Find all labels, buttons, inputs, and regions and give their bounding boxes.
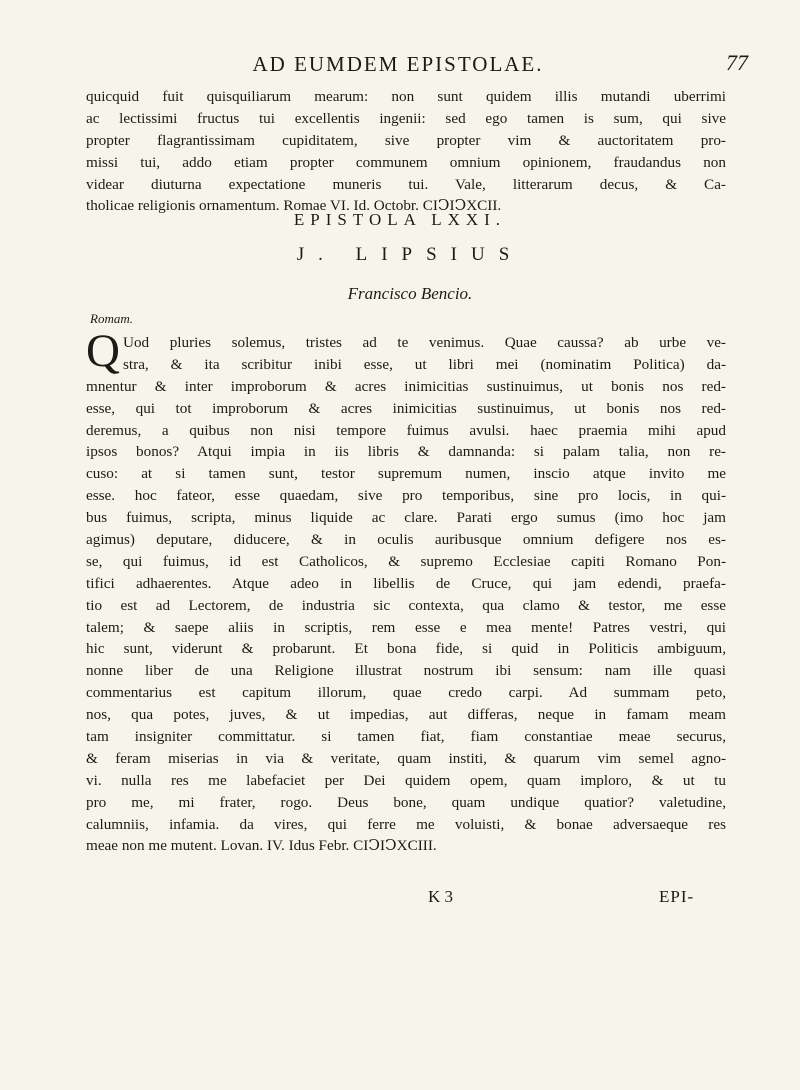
text-line: ipsos bonos? Atqui impia in iis libris & damnanda: si palam talia, non re-	[86, 443, 726, 461]
text-line: ac lectissimi fructus tui excellentis ingenii: sed ego tamen is sum, qui sive	[86, 109, 726, 127]
page-number: 77	[726, 50, 748, 75]
letter-destination: Romam.	[90, 311, 133, 326]
text-line: nonne liber de una Religione illustrat nostrum ibi sensum: nam ille quasi	[86, 662, 726, 680]
text-line: agimus) deputare, diducere, & in oculis auribusque omnium defigere nos es-	[86, 531, 726, 549]
text-line: Uod pluries solemus, tristes ad te venimus. Quae caussa? ab urbe ve-	[123, 334, 726, 351]
text-line: se, qui fuimus, id est Catholicos, & supremo Ecclesiae capiti Romano Pon-	[86, 552, 726, 570]
text-line: commentarius est capitum illorum, quae credo carpi. Ad summam peto,	[86, 684, 726, 702]
text-line: esse. hoc fateor, esse quaedam, sive pro temporibus, sine pro locis, in qui-	[86, 487, 726, 505]
previous-letter-ending	[86, 86, 726, 217]
text-line: tam insigniter committatur. si tamen fiat, fiam constantiae meae securus,	[86, 728, 726, 746]
letter-recipient: Francisco Bencio.	[347, 284, 473, 303]
text-line: & feram miserias in via & veritate, quam institi, & quarum vim semel agno-	[86, 749, 726, 767]
letter-body	[86, 332, 726, 857]
text-line: mnentur & inter improborum & acres inimicitias sustinuimus, ut bonis nos red-	[86, 377, 726, 395]
text-line: pro me, mi frater, rogo. Deus bone, quam undique quatior? valetudine,	[86, 793, 726, 811]
text-line: vi. nulla res me labefaciet per Dei quidem opem, quam imploro, & ut tu	[86, 771, 726, 789]
signature-mark: K 3	[428, 887, 454, 906]
letter-heading: EPISTOLA LXXI.	[293, 210, 507, 229]
text-line: nos, qua potes, juves, & ut impedias, aut differas, neque in famam meam	[86, 706, 726, 724]
text-line: tifici adhaerentes. Atque adeo in libellis de Cruce, qui jam edendi, praefa-	[86, 574, 726, 592]
running-head: AD EUMDEM EPISTOLAE.	[252, 52, 544, 76]
text-line: stra, & ita scribitur inibi esse, ut libri mei (nominatim Politica) da-	[123, 355, 726, 373]
text-line: propter flagrantissimam cupiditatem, sive propter vim & auctoritatem pro-	[86, 131, 726, 149]
text-line: deremus, a quibus non nisi tempore fuimus avulsi. haec praemia mihi apud	[86, 421, 726, 439]
drop-cap: Q	[86, 325, 120, 377]
text-line: tio est ad Lectorem, de industria sic contexta, qua clamo & testor, me esse	[86, 596, 726, 614]
catchword: EPI-	[659, 887, 695, 906]
text-line: tholicae religionis ornamentum. Romae VI. Id. Octobr. CIↃIↃXCII.	[86, 197, 502, 215]
text-line: videar diuturna expectatione muneris tui. Vale, litterarum decus, & Ca-	[86, 175, 726, 193]
letter-author: J. LIPSIUS	[296, 244, 524, 265]
text-line: meae non me mutent. Lovan. IV. Idus Febr. CIↃIↃXCIII.	[86, 837, 437, 855]
text-line: talem; & saepe aliis in scriptis, rem esse e mea mente! Patres vestri, qui	[86, 618, 726, 636]
text-line: bus fuimus, scripta, minus liquide ac clare. Parati ergo sumus (imo hoc jam	[86, 509, 726, 527]
text-line: quicquid fuit quisquiliarum mearum: non sunt quidem illis mutandi uberrimi	[86, 88, 726, 105]
text-line: cuso: at si tamen sunt, testor supremum numen, inscio atque invito me	[86, 465, 726, 483]
text-line: hic sunt, viderunt & probarunt. Et bona fide, si quid in Politicis ambiguum,	[86, 640, 726, 658]
text-line: esse, qui tot improborum & acres inimicitias sustinuimus, ut bonis nos red-	[86, 399, 726, 417]
text-line: missi tui, addo etiam propter communem omnium opinionem, fraudandus non	[86, 153, 726, 171]
text-line: calumniis, infamia. da vires, qui ferre me voluisti, & bonae adversaeque res	[86, 815, 726, 833]
